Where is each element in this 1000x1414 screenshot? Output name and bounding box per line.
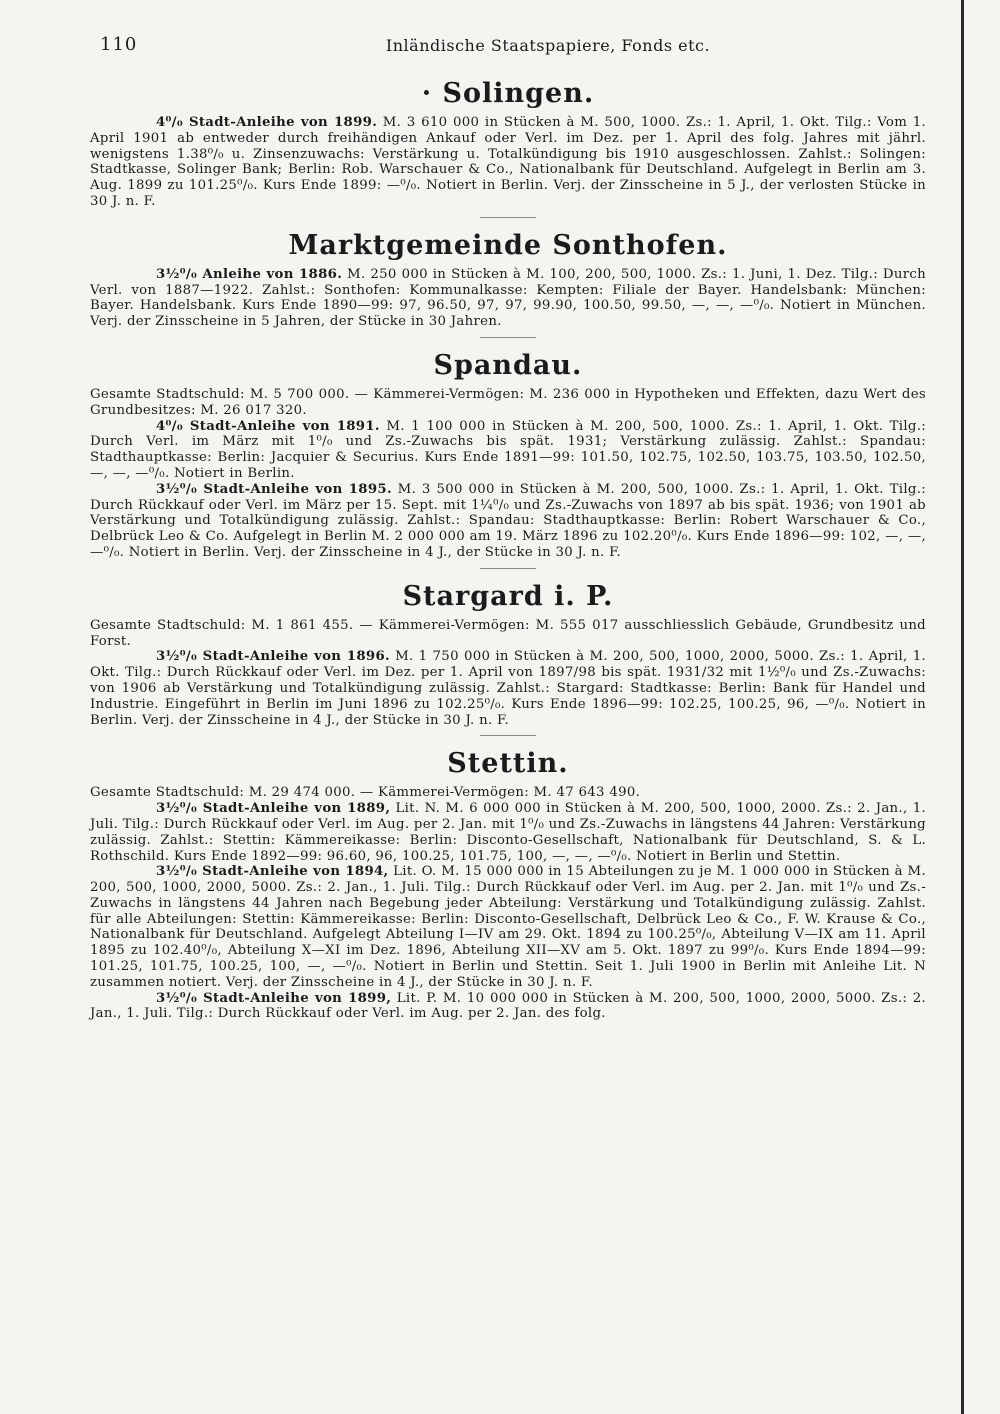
loan-title: 3½⁰/₀ Stadt-Anleihe von 1899,: [156, 990, 392, 1006]
loan-title: 4⁰/₀ Stadt-Anleihe von 1899.: [156, 115, 378, 130]
loan-title: 3½⁰/₀ Stadt-Anleihe von 1896.: [156, 649, 390, 665]
loan-details: M. 3 500 000 in Stücken à M. 200, 500, 1000. Zs.: 1. April, 1. Okt. Tilg.: Durch Rückkauf oder Verl. im März per 15. Sept. mit 1¼⁰/₀ und Zs.-Zuwachs von 1897 ab bis spät. 1936; von 1901 ab Verstärkung und Totalkündigung zulässig. Zahlst.: Spandau: Stadthauptkasse: Berlin: Robert Warschauer & Co., Delbrück Leo & Co. Aufgelegt in Berlin M. 2 000 000 am 19. März 1896 zu 102.20⁰/₀. Kurs Ende 1896—99: 102, —, —, —⁰/₀. Notiert in Berlin. Verj. der Zinsscheine in 4 J., der Stücke in 30 J. n. F.: [90, 481, 926, 560]
loan-details: Lit. P. M. 10 000 000 in Stücken à M. 200, 500, 1000, 2000, 5000. Zs.: 2. Jan., 1. Juli. Tilg.: Durch Rückkauf oder Verl. im Aug. per 2. Jan. des folg.: [90, 990, 926, 1022]
loan-title: 3½⁰/₀ Stadt-Anleihe von 1895.: [156, 481, 392, 497]
loan-title: 3½⁰/₀ Stadt-Anleihe von 1894,: [156, 864, 389, 880]
loan-details: Lit. N. M. 6 000 000 in Stücken à M. 200, 500, 1000, 2000. Zs.: 2. Jan., 1. Juli. Tilg.: Durch Rückkauf oder Verl. im Aug. per 2. Jan. mit 1⁰/₀ und Zs.-Zuwachs in längstens 44 Jahren: Verstärkung zulässig. Zahlst.: Stettin: Kämmereikasse: Berlin: Disconto-Gesellschaft, Nationalbank für Deutschland, S. & L. Rothschild. Kurs Ende 1892—99: 96.60, 96, 100.25, 101.75, 100, —, —, —⁰/₀. Notiert in Berlin und Stettin.: [90, 801, 926, 864]
debt-summary: Gesamte Stadtschuld: M. 1 861 455. — Kämmerei-Vermögen: M. 555 017 ausschliesslich Gebäude, Grundbesitz und Forst.: [90, 617, 926, 649]
loan-title: 4⁰/₀ Stadt-Anleihe von 1891.: [156, 418, 380, 434]
loan-details: M. 1 750 000 in Stücken à M. 200, 500, 1000, 2000, 5000. Zs.: 1. April, 1. Okt. Tilg.: Durch Rückkauf oder Verl. im Dez. per 1. April von 1897/98 bis spät. 1931/32 mit 1½⁰/₀ und Zs.-Zuwachs: von 1906 ab Verstärkung und Totalkündigung zulässig. Zahlst.: Stargard: Stadtkasse: Berlin: Bank für Handel und Industrie. Eingeführt in Berlin im Juni 1896 zu 102.25⁰/₀. Kurs Ende 1896—99: 102.25, 100.25, 96, —⁰/₀. Notiert in Berlin. Verj. der Zinsscheine in 4 J., der Stücke in 30 J. n. F.: [90, 649, 926, 728]
page-header: [90, 30, 926, 66]
loan-details: Lit. O. M. 15 000 000 in 15 Abteilungen zu je M. 1 000 000 in Stücken à M. 200, 500, 1000, 2000, 5000. Zs.: 2. Jan., 1. Juli. Tilg.: Durch Rückkauf oder Verl. im Aug. per 2. Jan. mit 1⁰/₀ und Zs.-Zuwachs in längstens 44 Jahren nach Begebung jeder Abteilung: Verstärkung und Totalkündigung zulässig. Zahlst. für alle Abteilungen: Stettin: Kämmereikasse: Berlin: Disconto-Gesellschaft, Delbrück Leo & Co., F. W. Krause & Co., Nationalbank für Deutschland. Aufgelegt Abteilung I—IV am 29. Okt. 1894 zu 100.25⁰/₀, Abteilung V—IX am 11. April 1895 zu 102.40⁰/₀, Abteilung X—XI im Dez. 1896, Abteilung XII—XV am 5. Okt. 1897 zu 99⁰/₀. Kurs Ende 1894—99: 101.25, 101.75, 100.25, 100, —, —⁰/₀. Notiert in Berlin und Stettin. Seit 1. Juli 1900 in Berlin mit Anleihe Lit. N zusammen notiert. Verj. der Zinsscheine in 4 J., der Stücke in 30 J. n. F.: [90, 864, 926, 990]
section-divider: [480, 735, 536, 736]
section-divider: [480, 337, 536, 338]
section-stettin: [90, 748, 926, 1022]
section-divider: [480, 568, 536, 569]
loan-entry: [90, 801, 926, 864]
loan-details: M. 1 100 000 in Stücken à M. 200, 500, 1000. Zs.: 1. April, 1. Okt. Tilg.: Durch Verl. im März mit 1⁰/₀ und Zs.-Zuwachs bis spät. 1931; Verstärkung zulässig. Zahlst.: Spandau: Stadthauptkasse: Berlin: Jacquier & Securius. Kurs Ende 1891—99: 101.50, 102.75, 102.50, 103.75, 103.50, 102.50, —, —, —⁰/₀. Notiert in Berlin.: [90, 418, 926, 481]
loan-entry: [90, 115, 926, 210]
loan-entry: [90, 864, 926, 990]
section-title: Stettin.: [447, 748, 569, 780]
loan-entry: [90, 482, 926, 561]
loan-title: 3½⁰/₀ Anleihe von 1886.: [156, 266, 343, 282]
section-sonthofen: [90, 230, 926, 338]
document-page: [90, 30, 926, 1022]
loan-entry: [90, 991, 926, 1023]
loan-details: M. 3 610 000 in Stücken à M. 500, 1000. Zs.: 1. April, 1. Okt. Tilg.: Vom 1. April 1901 ab entweder durch freihändigen Ankauf oder Verl. im Dez. per 1. April des folg. Jahres mit jährl. wenigstens 1.38⁰/₀ u. Zinsenzuwachs: Verstärkung u. Totalkündigung bis 1910 ausgeschlossen. Zahlst.: Solingen: Stadtkasse, Solinger Bank; Berlin: Rob. Warschauer & Co., Nationalbank für Deutschland. Aufgelegt in Berlin am 3. Aug. 1899 zu 101.25⁰/₀. Kurs Ende 1899: —⁰/₀. Notiert in Berlin. Verj. der Zinsscheine in 5 J., der verlosten Stücke in 30 J. n. F.: [90, 115, 927, 209]
section-spandau: [90, 350, 926, 569]
loan-entry: [90, 649, 926, 728]
section-stargard: [90, 581, 926, 737]
page-number: 110: [100, 34, 138, 55]
page-edge-shadow: [961, 0, 964, 1414]
section-title: Stargard i. P.: [402, 580, 614, 612]
section-solingen: [90, 78, 926, 218]
debt-summary: Gesamte Stadtschuld: M. 29 474 000. — Kämmerei-Vermögen: M. 47 643 490.: [90, 785, 641, 801]
loan-details: M. 250 000 in Stücken à M. 100, 200, 500, 1000. Zs.: 1. Juni, 1. Dez. Tilg.: Durch Verl. von 1887—1922. Zahlst.: Sonthofen: Kommunalkasse: Kempten: Filiale der Bayer. Handelsbank: München: Bayer. Handelsbank. Kurs Ende 1890—99: 97, 96.50, 97, 97, 99.90, 100.50, 99.50, —, —, —⁰/₀. Notiert in München. Verj. der Zinsscheine in 5 Jahren, der Stücke in 30 Jahren.: [90, 266, 926, 330]
section-divider: [480, 217, 536, 218]
loan-entry: [90, 419, 926, 482]
loan-entry: [90, 267, 926, 330]
loan-title: 3½⁰/₀ Stadt-Anleihe von 1889,: [156, 801, 391, 817]
section-title: Spandau.: [433, 349, 583, 381]
section-title: · Solingen.: [421, 78, 595, 109]
section-title: Marktgemeinde Sonthofen.: [288, 229, 728, 261]
running-head: Inländische Staatspapiere, Fonds etc.: [385, 36, 711, 55]
debt-summary: Gesamte Stadtschuld: M. 5 700 000. — Kämmerei-Vermögen: M. 236 000 in Hypotheken und Effekten, dazu Wert des Grundbesitzes: M. 26 017 320.: [90, 386, 926, 418]
